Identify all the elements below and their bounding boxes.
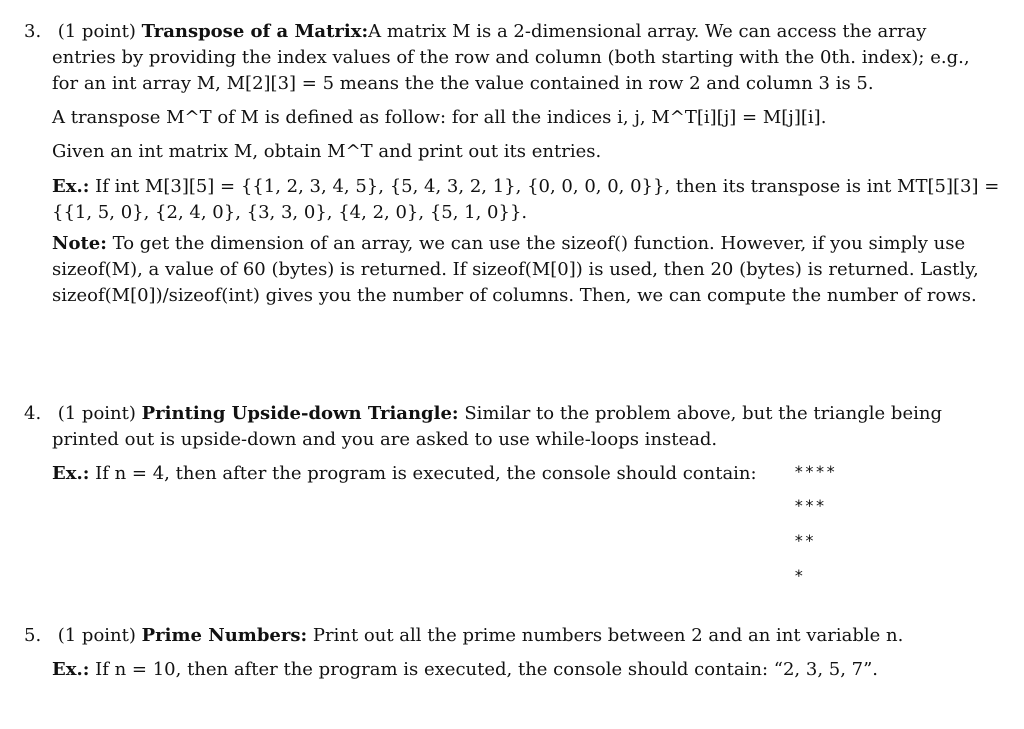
console-output-line: **	[794, 531, 816, 550]
example-label: Ex.:	[52, 176, 90, 197]
problem-title: Printing Upside-down Triangle	[141, 403, 452, 424]
problem-number: 4.	[24, 403, 42, 424]
problem-points: (1 point)	[57, 403, 136, 424]
problem-title: Prime Numbers	[141, 625, 301, 646]
example-text-line: If n = 4, then after the program is executed, the console should contain:	[95, 463, 757, 484]
problem-text-line: entries by providing the index values of the row and column (both starting with the 0th. index); e.g.,	[52, 47, 970, 68]
problem-text-line: for an int array M, M[2][3] = 5 means the the value contained in row 2 and column 3 is 5.	[52, 73, 874, 94]
note-text-line: sizeof(M), a value of 60 (bytes) is returned. If sizeof(M[0]) is used, then 20 (bytes) is returned. Lastly,	[52, 259, 979, 280]
console-output-line: *	[794, 566, 805, 585]
problem-number: 5.	[24, 625, 42, 646]
document-page: 3. (1 point) Transpose of a Matrix:A matrix M is a 2-dimensional array. We can access the array entries by providing the index values of the row and column (both starting with the 0th. index); e.g., for an int array M, M[2][3] = 5 means the the value contained in row 2 and column 3 is 5. A transpose M^T of M is defined as follow: for all the indices i, j, M^T[i][j] = M[j][i]. Given an int matrix M, obtain M^T and print out its entries. Ex.: If int M[3][5] = {{1, 2, 3, 4, 5}, {5, 4, 3, 2, 1}, {0, 0, 0, 0, 0}}, then its transpose is int MT[5][3] = {{1, 5, 0}, {2, 4, 0}, {3, 3, 0}, {4, 2, 0}, {5, 1, 0}}. Note: To get the dimension of an array, we can use the sizeof() function. However, if you simply use sizeof(M), a value of 60 (bytes) is returned. If sizeof(M[0]) is used, then 20 (bytes) is returned. Lastly, sizeof(M[0])/sizeof(int) gives you the number of columns. Then, we can compute the number of rows. 4. (1 point) Printing Upside-down Triangle: Similar to the problem above, but the triangle being printed out is upside-down and you are asked to use while-loops instead. Ex.: If n = 4, then after the program is executed, the console should contain: **** *** ** * 5. (1 point) Prime Numbers: Print out all the prime numbers between 2 and an int variable n. Ex.: If n = 10, then after the program is executed, the console should contain: “2, 3, 5, 7”.	[24, 21, 1000, 680]
problem-text-line: printed out is upside-down and you are asked to use while-loops instead.	[52, 429, 718, 450]
problem-points: (1 point)	[57, 21, 136, 42]
example-label: Ex.:	[52, 659, 90, 680]
problem-text-line: Similar to the problem above, but the triangle being	[464, 403, 942, 424]
problem-text-line: A transpose M^T of M is defined as follow: for all the indices i, j, M^T[i][j] = M[j][i].	[52, 107, 827, 128]
console-output-line: ***	[794, 496, 826, 515]
example-text-line: If n = 10, then after the program is executed, the console should contain: “2, 3, 5, 7”.	[95, 659, 879, 680]
console-output-line: ****	[794, 462, 837, 481]
note-text-line: To get the dimension of an array, we can use the sizeof() function. However, if you simply use	[112, 233, 966, 254]
problem-number: 3.	[24, 21, 42, 42]
problem-points: (1 point)	[57, 625, 136, 646]
example-label: Ex.:	[52, 463, 90, 484]
problem-text-line: Given an int matrix M, obtain M^T and print out its entries.	[52, 141, 602, 162]
problem-text-line: Print out all the prime numbers between 2 and an int variable n.	[312, 625, 904, 646]
example-text-line: If int M[3][5] = {{1, 2, 3, 4, 5}, {5, 4, 3, 2, 1}, {0, 0, 0, 0, 0}}, then its transpose is int MT[5][3] =	[95, 176, 1000, 197]
problem-title: Transpose of a Matrix	[141, 21, 362, 42]
problem-text-line: A matrix M is a 2-dimensional array. We can access the array	[368, 21, 927, 42]
example-text-line: {{1, 5, 0}, {2, 4, 0}, {3, 3, 0}, {4, 2, 0}, {5, 1, 0}}.	[52, 202, 528, 223]
note-text-line: sizeof(M[0])/sizeof(int) gives you the number of columns. Then, we can compute the number of rows.	[52, 285, 977, 306]
note-label: Note:	[52, 233, 107, 254]
